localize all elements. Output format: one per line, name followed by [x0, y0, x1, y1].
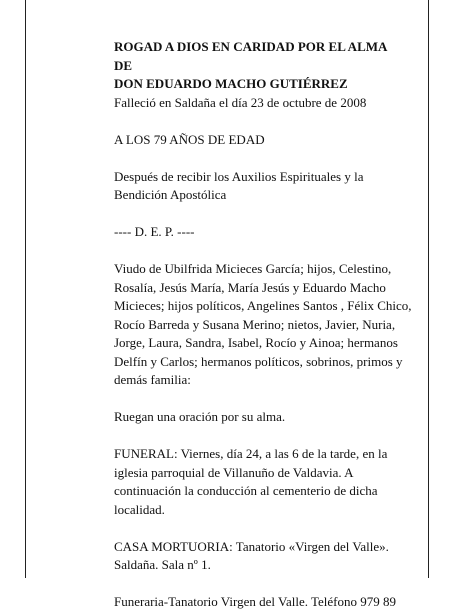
obituary-notice [114, 38, 420, 612]
sacraments-paragraph: Después de recibir los Auxilios Espirituales y la Bendición Apostólica [114, 168, 364, 202]
heading-line-1: ROGAD A DIOS EN CARIDAD POR EL ALMA [114, 39, 388, 54]
age-line: A LOS 79 AÑOS DE EDAD [114, 131, 265, 147]
funeral-paragraph: FUNERAL: Viernes, día 24, a las 6 de la tarde, en la iglesia parroquial de Villanuño de Valdavia. A continuación la conducción al cementerio de dicha localidad. [114, 446, 388, 517]
family-paragraph: Viudo de Ubilfrida Micieces García; hijos, Celestino, Rosalía, Jesús María, María Jesús y Eduardo Macho Micieces; hijos políticos, Angelines Santos , Félix Chico, Rocío Barreda y Susana Merino; nietos, Javier, Nuria, Jorge, Laura, Sandra, Isabel, Rocío y Ainoa; hermanos Delfín y Carlos; hermanos políticos, sobrinos, primos y demás familia: [114, 261, 412, 387]
funeral-home-paragraph: CASA MORTUORIA: Tanatorio «Virgen del Valle». Saldaña. Sala nº 1. [114, 538, 389, 572]
prayer-line: Ruegan una oración por su alma. [114, 409, 286, 424]
heading-line-2: DE [114, 57, 133, 73]
death-info: Falleció en Saldaña el día 23 de octubre de 2008 [114, 94, 367, 110]
right-border-rule [428, 0, 429, 578]
dep-line: ---- D. E. P. ---- [114, 224, 195, 239]
deceased-name: DON EDUARDO MACHO GUTIÉRREZ [114, 76, 348, 91]
left-border-rule [25, 0, 26, 578]
contact-line: Funeraria-Tanatorio Virgen del Valle. Teléfono 979 89 [114, 594, 397, 609]
